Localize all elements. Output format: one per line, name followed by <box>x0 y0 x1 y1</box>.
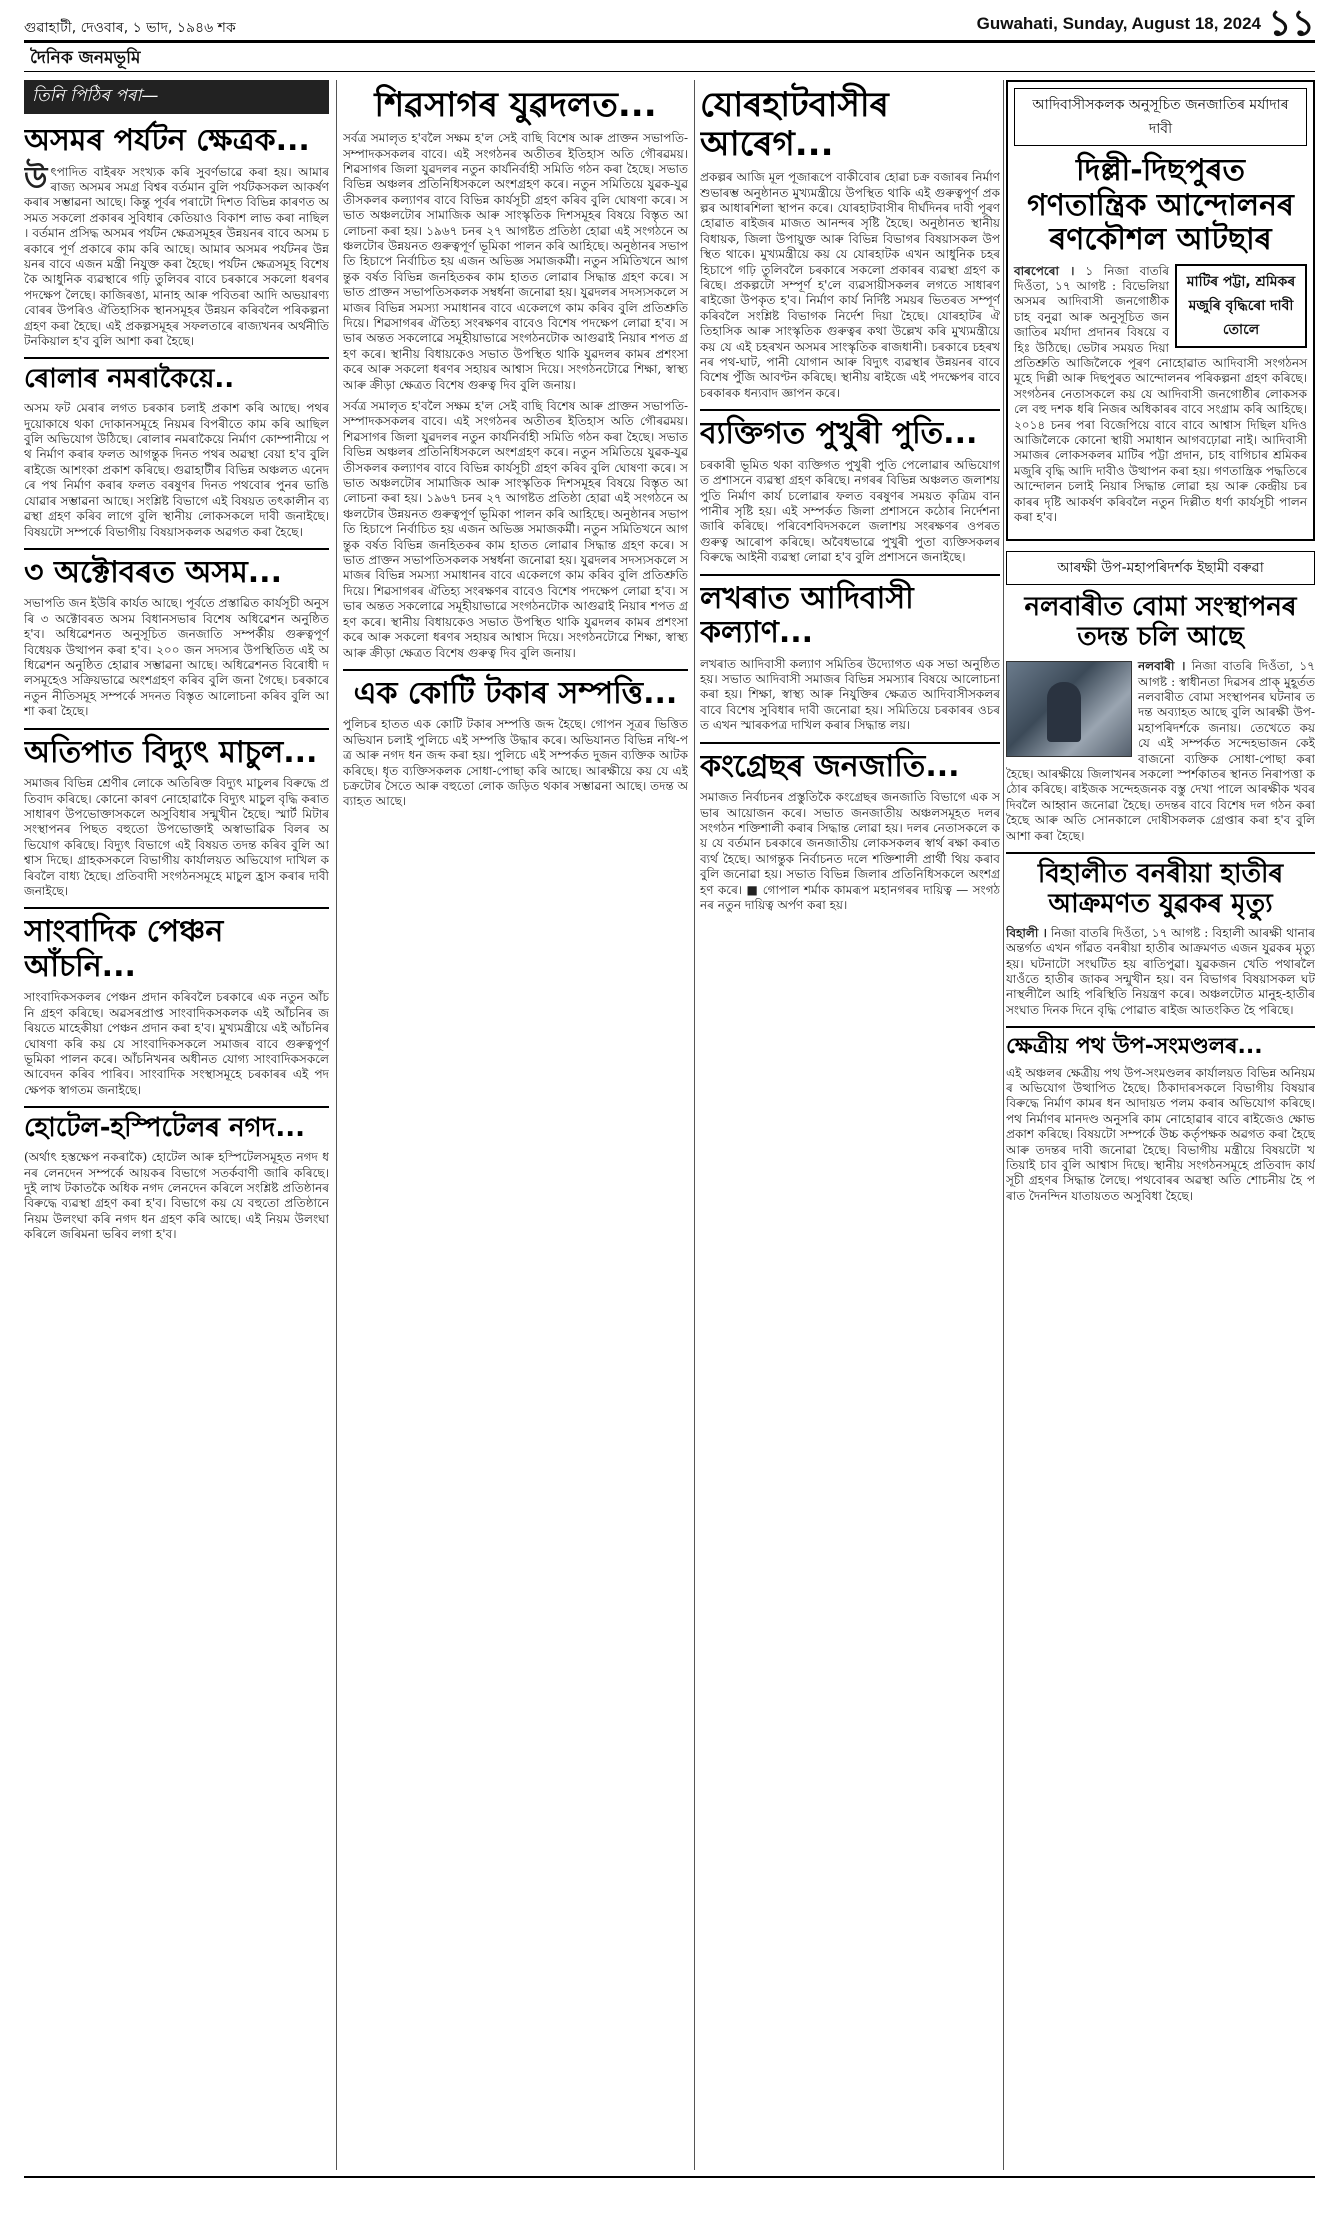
date-right: Guwahati, Sunday, August 18, 2024 <box>976 14 1261 33</box>
headline: ৩ অক্টোবৰত অসম... <box>24 554 282 590</box>
headline: সাংবাদিক পেঞ্চন আঁচনি... <box>24 914 224 984</box>
article-body: পুলিচৰ হাতত এক কোটি টকাৰ সম্পত্তি জব্দ হৈছে। গোপন সূত্ৰৰ ভিত্তিত অভিযান চলাই পুলিচে এই সম্পত্তি উদ্ধাৰ কৰে। অভিযানত বিভিন্ন নথি-পত্ৰ আৰু নগদ ধন জব্দ কৰা হয়। পুলিচে এই সম্পৰ্কত দুজন ব্যক্তিক আটক কৰিছে। ধৃত ব্যক্তিসকলক সোধা-পোছা কৰি আছে। আৰক্ষীয়ে কয় যে এই চক্ৰটোৰ সৈতে আৰু বহুতো লোক জড়িত থকাৰ সম্ভাৱনা আছে। তদন্ত অব্যাহত আছে। <box>343 717 688 809</box>
article-body: সভাপতি জন ইউৰি কাৰ্যত আছে। পূৰ্বতে প্ৰস্তাৱিত কাৰ্যসূচী অনুসৰি ৩ অক্টোবৰত অসম বিধানসভাৰ বিশেষ অধিৱেশন অনুষ্ঠিত হ'ব। অধিৱেশনত অনুসূচিত জনজাতি সম্পৰ্কীয় গুৰুত্বপূৰ্ণ বিধেয়ক উত্থাপন কৰা হ'ব। ২০০ জন সদস্যৰ উপস্থিতিত এই অধিৱেশন অনুষ্ঠিত হোৱাৰ সম্ভাৱনা আছে। অধিৱেশনত বিৰোধী দলসমূহেও সক্ৰিয়ভাৱে অংশগ্ৰহণ কৰিব বুলি জনা গৈছে। চৰকাৰে নতুন নীতিসমূহ সম্পৰ্কে সদনত বিস্তৃত আলোচনা কৰিব বুলি আশা কৰা হৈছে। <box>24 596 329 719</box>
article-body: লখৰাত আদিবাসী কল্যাণ সমিতিৰ উদ্যোগত এক সভা অনুষ্ঠিত হয়। সভাত আদিবাসী সমাজৰ বিভিন্ন সমস্যাৰ বিষয়ে আলোচনা কৰা হয়। শিক্ষা, স্বাস্থ্য আৰু নিযুক্তিৰ ক্ষেত্ৰত আদিবাসীসকলৰ বাবে বিশেষ সুবিধাৰ দাবী জনোৱা হয়। সমিতিয়ে চৰকাৰৰ ওচৰত এখন স্মাৰকপত্ৰ দাখিল কৰাৰ সিদ্ধান্ত লয়। <box>700 656 1000 733</box>
column-divider <box>1003 80 1004 2170</box>
article-body: ১ নিজা বাতৰি দিওঁতা, ১৭ আগষ্ট : বিভেলিয়া অসমৰ আদিবাসী জনগোষ্ঠীক চাহ বনুৱা আৰু অনুসূচিত জনজাতিৰ মৰ্যাদা প্ৰদানৰ বিষয়ে বহিঃ উঠিছে। ভেটাৰ সময়ত দিয়া প্ৰতিশ্ৰুতি আজিলৈকে পূৰণ নোহোৱাত আদিবাসী সংগঠনসমূহে দিল্লী আৰু দিছপুৰত আন্দোলনৰ পৰিকল্পনা গ্ৰহণ কৰিছে। সংগঠনৰ নেতাসকলে কয় যে আদিবাসী জনগোষ্ঠীৰ লোকসকলে বহু দশক ধৰি নিজৰ অধিকাৰৰ বাবে সংগ্ৰাম কৰি আহিছে। ২০১৪ চনৰ পৰা বিজেপিয়ে বাবে বাবে আশ্বাস দিছিল যদিও আজিলৈকে কোনো স্থায়ী সমাধান আগবঢ়োৱা নাই। আদিবাসী সমাজৰ লোকসকলৰ মাটিৰ পট্টা প্ৰদান, চাহ বাগিচাৰ শ্ৰমিকৰ মজুৰি বৃদ্ধি আদি দাবীও উত্থাপন কৰা হয়। গণতান্ত্ৰিক পদ্ধতিৰে আন্দোলন চলাই নিয়াৰ সিদ্ধান্ত লোৱা হয় আৰু কেন্দ্ৰীয় চৰকাৰৰ দৃষ্টি আকৰ্ষণ কৰিবলৈ নতুন দিল্লীত ধৰ্ণা কাৰ্যসূচী পালন কৰা হ'ব। <box>1014 263 1307 524</box>
lead-story-box <box>1006 80 1315 541</box>
news-photo <box>1006 661 1132 757</box>
kicker: আদিবাসীসকলক অনুসূচিত জনজাতিৰ মৰ্যাদাৰ দাবী <box>1014 88 1307 146</box>
article-body: সাংবাদিকসকলৰ পেঞ্চন প্ৰদান কৰিবলৈ চৰকাৰে এক নতুন আঁচনি গ্ৰহণ কৰিছে। অৱসৰপ্ৰাপ্ত সাংবাদিকসকলক এই আঁচনিৰ জৰিয়তে মাহেকীয়া পেঞ্চন প্ৰদান কৰা হ'ব। মুখ্যমন্ত্ৰীয়ে এই আঁচনিৰ ঘোষণা কৰি কয় যে সাংবাদিকসকলে সমাজৰ বাবে গুৰুত্বপূৰ্ণ ভূমিকা পালন কৰে। আঁচনিখনৰ অধীনত যোগ্য সাংবাদিকসকলে আবেদন কৰিব পাৰিব। সাংবাদিক সংস্থাসমূহে চৰকাৰৰ এই পদক্ষেপক স্বাগতম জনাইছে। <box>24 990 329 1097</box>
headline: ৰোলাৰ নমৰাকৈয়ে.. <box>24 364 235 395</box>
page-number: ১১ <box>1268 3 1315 44</box>
divider <box>700 574 1000 576</box>
divider <box>700 409 1000 411</box>
inset-box: মাটিৰ পট্টা, শ্ৰমিকৰ মজুৰি বৃদ্ধিৰো দাবী তোলে <box>1175 264 1307 348</box>
masthead-bar <box>24 40 1315 72</box>
headline: এক কোটি টকাৰ সম্পত্তি... <box>353 675 678 711</box>
divider <box>24 357 329 359</box>
headline: হোটেল-হস্পিটেলৰ নগদ... <box>24 1113 305 1144</box>
headline: লখৰাত আদিবাসী কল্যাণ... <box>700 580 914 651</box>
article-body: সমাজৰ বিভিন্ন শ্ৰেণীৰ লোকে অতিৰিক্ত বিদ্যুৎ মাচুলৰ বিৰুদ্ধে প্ৰতিবাদ কৰিছে। কোনো কাৰণ নোহোৱাকৈ বিদ্যুৎ মাচুল বৃদ্ধি কৰাত সাধাৰণ উপভোক্তাসকলে অসুবিধাৰ সন্মুখীন হৈছে। স্মাৰ্ট মিটাৰ সংস্থাপনৰ পিছত বহুতো উপভোক্তাই অস্বাভাৱিক বিলৰ অভিযোগ কৰিছে। বিদ্যুৎ বিভাগে এই বিষয়ত তদন্ত কৰিব বুলি আশ্বাস দিছে। গ্ৰাহকসকলে বিভাগীয় কাৰ্যালয়ত অভিযোগ দাখিল কৰিবলৈ বাধ্য হৈছে। প্ৰতিবাদী সংগঠনসমূহে মাচুল হ্ৰাস কৰাৰ দাবী জনাইছে। <box>24 776 329 899</box>
article-body: (অৰ্থাৎ হস্তক্ষেপ নকৰাকৈ) হোটেল আৰু হস্পিটেলসমূহত নগদ ধনৰ লেনদেন সম্পৰ্কে আয়কৰ বিভাগে সতৰ্কবাণী জাৰি কৰিছে। দুই লাখ টকাতকৈ অধিক নগদ লেনদেন কৰিলে সংশ্লিষ্ট প্ৰতিষ্ঠানৰ বিৰুদ্ধে ব্যৱস্থা গ্ৰহণ কৰা হ'ব। বিভাগে কয় যে বহুতো প্ৰতিষ্ঠানে নিয়ম উলংঘা কৰি নগদ ধন গ্ৰহণ কৰি আছে। এই নিয়ম উলংঘা কৰিলে জৰিমনা ভৰিব লগা হ'ব। <box>24 1150 329 1242</box>
headline: বিহালীত বনৰীয়া হাতীৰ আক্ৰমণত যুৱকৰ মৃত্যু <box>1037 859 1284 919</box>
article-body: অসম ফট মেৰাৰ লগত চৰকাৰ চলাই প্ৰকাশ কৰি আছে। পথৰ দুয়োকাষে থকা দোকানসমূহে নিয়মৰ বিপৰীতে কাম কৰি আছিল বুলি অভিযোগ উঠিছে। ৰোলাৰ নমৰাকৈয়ে নিৰ্মাণ কোম্পানীয়ে পথ নিৰ্মাণ কৰাৰ ফলত আগন্তুক দিনত পথৰ অৱস্থা বেয়া হ'ব বুলি ৰাইজে আশংকা প্ৰকাশ কৰিছে। গুৱাহাটীৰ বিভিন্ন অঞ্চলত এনেদৰে পথ নিৰ্মাণ কৰাৰ ফলত বৰষুণৰ দিনত পথবোৰ পুনৰ ভাঙি যোৱাৰ সম্ভাৱনা আছে। সংশ্লিষ্ট বিভাগে এই বিষয়ত তৎকালীন ব্যৱস্থা গ্ৰহণ কৰিব লাগে বুলি স্থানীয় লোকসকলে দাবী জনাইছে। বিষয়টো সম্পৰ্কে বিভাগীয় বিষয়াসকলক অৱগত কৰা হৈছে। <box>24 401 329 539</box>
divider <box>700 742 1000 744</box>
headline: অসমৰ পৰ্যটন ক্ষেত্ৰক... <box>24 123 310 158</box>
column-2 <box>343 80 688 2170</box>
column-4 <box>1006 80 1315 2170</box>
headline: নলবাৰীত বোমা সংস্থাপনৰ তদন্ত চলি আছে <box>1024 592 1297 653</box>
divider <box>24 907 329 909</box>
column-3 <box>700 80 1000 2170</box>
masthead <box>24 3 1315 44</box>
article-body: নিজা বাতৰি দিওঁতা, ১৭ আগষ্ট : বিহালী আৰক্ষী থানাৰ অন্তৰ্গত এখন গাঁৱত বনৰীয়া হাতীৰ আক্ৰমণত এজন যুৱকৰ মৃত্যু হয়। ঘটনাটো সংঘটিত হয় ৰাতিপুৱা। যুৱকজন খেতি পথাৰলৈ যাওঁতে হাতীৰ জাকৰ সন্মুখীন হয়। বন বিভাগৰ বিষয়াসকল ঘটনাস্থলীলৈ আহি পৰিস্থিতি নিয়ন্ত্ৰণ কৰে। অঞ্চলটোত মানুহ-হাতীৰ সংঘাত দিনক দিনে বৃদ্ধি পোৱাত ৰাইজ আতংকিত হৈ পৰিছে। <box>1006 925 1315 1017</box>
divider <box>343 669 688 671</box>
divider <box>24 728 329 730</box>
article-body: সমাজত নিৰ্বাচনৰ প্ৰস্তুতিকৈ কংগ্ৰেছৰ জনজাতি বিভাগে এক সভাৰ আয়োজন কৰে। সভাত জনজাতীয় অঞ্চলসমূহত দলৰ সংগঠন শক্তিশালী কৰাৰ সিদ্ধান্ত লোৱা হয়। দলৰ নেতাসকলে কয় যে বৰ্তমান চৰকাৰে জনজাতীয় লোকসকলৰ স্বাৰ্থ ৰক্ষা কৰাত ব্যৰ্থ হৈছে। আগন্তুক নিৰ্বাচনত দলে শক্তিশালী প্ৰাৰ্থী থিয় কৰাব বুলি জনোৱা হয়। সভাত বিভিন্ন জিলাৰ প্ৰতিনিধিসকলে অংশগ্ৰহণ কৰে। ■ গোপাল শৰ্মাক কামৰূপ মহানগৰৰ দায়িত্ব — সংগঠনৰ নতুন দায়িত্ব অৰ্পণ কৰা হয়। <box>700 790 1000 912</box>
article-body: চৰকাৰী ভূমিত থকা ব্যক্তিগত পুখুৰী পুতি পেলোৱাৰ অভিযোগত প্ৰশাসনে ব্যৱস্থা গ্ৰহণ কৰিছে। নগৰৰ বিভিন্ন অঞ্চলত জলাশয় পুতি নিৰ্মাণ কাৰ্য চলোৱাৰ ফলত বৰষুণৰ সময়ত কৃত্ৰিম বানপানীৰ সৃষ্টি হয়। এই সম্পৰ্কত জিলা প্ৰশাসনে কঠোৰ নিৰ্দেশনা জাৰি কৰিছে। পৰিবেশবিদসকলে জলাশয় সংৰক্ষণৰ ওপৰত গুৰুত্ব আৰোপ কৰিছে। অবৈধভাৱে পুখুৰী পুতা ব্যক্তিসকলৰ বিৰুদ্ধে আইনী ব্যৱস্থা লোৱা হ'ব বুলি প্ৰশাসনে জনাইছে। <box>700 457 1000 565</box>
article-body: নিজা বাতৰি দিওঁতা, ১৭ আগষ্ট : স্বাধীনতা দিৱসৰ প্ৰাক্ মুহূৰ্তত নলবাৰীত বোমা সংস্থাপনৰ ঘটনাৰ তদন্ত অব্যাহত আছে বুলি আৰক্ষী উপ-মহাপৰিদৰ্শকে জনায়। তেখেতে কয় যে এই সম্পৰ্কত সন্দেহভাজন কেইবাজনো ব্যক্তিক সোধা-পোছা কৰা হৈছে। আৰক্ষীয়ে জিলাখনৰ সকলো স্পৰ্শকাতৰ স্থানত নিৰাপত্তা কঠোৰ কৰিছে। ৰাইজক সন্দেহজনক বস্তু দেখা পালে আৰক্ষীক খবৰ দিবলৈ আহ্বান জনোৱা হৈছে। তদন্তৰ বাবে বিশেষ দল গঠন কৰা হৈছে আৰু অতি সোনকালে দোষীসকলক গ্ৰেপ্তাৰ কৰা হ'ব বুলি আশা কৰা হৈছে। <box>1006 659 1315 843</box>
divider <box>1006 1026 1315 1028</box>
article-body: এই অঞ্চলৰ ক্ষেত্ৰীয় পথ উপ-সংমণ্ডলৰ কাৰ্যালয়ত বিভিন্ন অনিয়মৰ অভিযোগ উত্থাপিত হৈছে। ঠিকাদাৰসকলে বিভাগীয় বিষয়াৰ বিৰুদ্ধে নিৰ্মাণ কামৰ ধন আদায়ত পলম কৰাৰ অভিযোগ কৰিছে। পথ নিৰ্মাণৰ মানদণ্ড অনুসৰি কাম নোহোৱাৰ বাবে ৰাইজেও ক্ষোভ প্ৰকাশ কৰিছে। বিষয়টো সম্পৰ্কে উচ্চ কৰ্তৃপক্ষক অৱগত কৰা হৈছে আৰু তদন্তৰ দাবী জনোৱা হৈছে। বিভাগীয় মন্ত্ৰীয়ে বিষয়টো খতিয়াই চাব বুলি আশ্বাস দিছে। স্থানীয় সংগঠনসমূহে প্ৰতিবাদ কাৰ্যসূচী গ্ৰহণৰ সিদ্ধান্ত লৈছে। পথবোৰৰ অৱস্থা অতি শোচনীয় হৈ পৰাত দৈনন্দিন যাতায়তত অসুবিধা হৈছে। <box>1006 1065 1315 1203</box>
article-body: প্ৰকল্পৰ আজি মূল পূজাৰূপে বাকীবোৰ হোৱা চক্ৰ বজাৰৰ নিৰ্মাণ শুভাৰম্ভ অনুষ্ঠানত মুখ্যমন্ত্ৰীয়ে উপস্থিত থাকি এই গুৰুত্বপূৰ্ণ প্ৰকল্পৰ আধাৰশিলা স্থাপন কৰে। যোৰহাটবাসীৰ দীৰ্ঘদিনৰ দাবী পূৰণ হোৱাত ৰাইজৰ মাজত আনন্দৰ সৃষ্টি হৈছে। অনুষ্ঠানত স্থানীয় বিধায়ক, জিলা উপায়ুক্ত আৰু বিভিন্ন বিভাগৰ বিষয়াসকল উপস্থিত থাকে। মুখ্যমন্ত্ৰীয়ে কয় যে যোৰহাটক এখন আধুনিক চহৰ হিচাপে গঢ়ি তুলিবলৈ চৰকাৰে সকলো প্ৰকাৰৰ ব্যৱস্থা গ্ৰহণ কৰিছে। প্ৰকল্পটো সম্পূৰ্ণ হ'লে ব্যৱসায়ীসকলৰ লগতে সাধাৰণ ৰাইজো উপকৃত হ'ব। নিৰ্মাণ কাৰ্য নিৰ্দিষ্ট সময়ৰ ভিতৰত সম্পূৰ্ণ কৰিবলৈ সংশ্লিষ্ট বিভাগক নিৰ্দেশ দিয়া হৈছে। যোৰহাটৰ ঐতিহাসিক আৰু সাংস্কৃতিক গুৰুত্বৰ কথা উল্লেখ কৰি মুখ্যমন্ত্ৰীয়ে কয় যে এই চহৰখন অসমৰ সাংস্কৃতিক ৰাজধানী। চৰকাৰে চহৰখনৰ পথ-ঘাট, পানী যোগান আৰু বিদ্যুৎ ব্যৱস্থাৰ উন্নয়নৰ বাবে বিশেষ পুঁজি আবণ্টন কৰিছে। স্থানীয় ৰাইজে এই পদক্ষেপৰ বাবে চৰকাৰক ধন্যবাদ জ্ঞাপন কৰে। <box>700 170 1000 400</box>
article-body: উৎপাদিত বাইৰফ সংখ্যক কৰি সুবৰ্ণভাৱে কৰা হয়। আমাৰ ৰাজ্য অসমৰ সমগ্ৰ বিশ্বৰ বৰ্তমান বুলি পৰ্যটকসকল আকৰ্ষণ কৰাৰ সম্ভাৱনা আছে। কিন্তু পূৰ্বৰ পৰাটো দিশত বিভিন্ন কাৰণত অসমত সকলো প্ৰকাৰৰ সুবিধাৰ কেতিয়াও বিকাশ লাভ কৰা নাছিল। বৰ্তমান প্ৰসিদ্ধ অসমৰ পৰ্যটন ক্ষেত্ৰসমূহৰ উন্নয়নৰ বাবে অসম চৰকাৰে পূৰ্ণ প্ৰকাৰে কাম কৰি আছে। আমাৰ অসমৰ পৰ্যটনৰ উন্নয়নৰ বাবে এজন মন্ত্ৰী নিযুক্ত কৰা হৈছে। পৰ্যটন ক্ষেত্ৰসমূহ বিশেষকৈ আধুনিক ব্যৱস্থাৰে গঢ়ি তুলিবৰ বাবে চৰকাৰে সকলো ধৰণৰ পদক্ষেপ লৈছে। কাজিৰঙা, মানাহ আৰু পবিতৰা আদি অভয়াৰণ্যবোৰৰ উপৰিও ঐতিহাসিক স্থানসমূহৰ উন্নয়ন কৰিবলৈ পৰিকল্পনা গ্ৰহণ কৰা হৈছে। এই প্ৰকল্পসমূহৰ সফলতাৰে ৰাজ্যখনৰ অৰ্থনীতি টনকিয়াল হ'ব বুলি আশা কৰা হৈছে। <box>24 160 329 348</box>
divider <box>24 548 329 550</box>
divider <box>24 1106 329 1108</box>
headline: ক্ষেত্ৰীয় পথ উপ-সংমণ্ডলৰ... <box>1006 1034 1263 1060</box>
column-1 <box>24 80 329 2170</box>
footer-rule <box>24 2176 1315 2178</box>
headline: দিল্লী-দিছপুৰত গণতান্ত্ৰিক আন্দোলনৰ ৰণকৌশল আটছাৰ <box>1027 153 1294 257</box>
column-divider <box>336 80 337 2170</box>
byline: নলবাৰী । <box>1138 659 1186 674</box>
article-body: সৰ্বত্ৰ সমালৃত হ'বলৈ সক্ষম হ'ল সেই বাছি বিশেষ আৰু প্ৰাক্তন সভাপতি-সম্পাদকসকলৰ বাবে। এই সংগঠনৰ অতীতৰ ইতিহাস অতি গৌৰৱময়। শিৱসাগৰ জিলা যুৱদলৰ নতুন কাৰ্যনিৰ্বাহী সমিতি গঠন কৰা হৈছে। সভাত বিভিন্ন অঞ্চলৰ প্ৰতিনিধিসকলে অংশগ্ৰহণ কৰে। নতুন সমিতিয়ে যুৱক-যুৱতীসকলৰ কল্যাণৰ বাবে বিভিন্ন কাৰ্যসূচী গ্ৰহণ কৰিব বুলি ঘোষণা কৰে। সভাত অঞ্চলটোৰ সামাজিক আৰু সাংস্কৃতিক দিশসমূহৰ বিষয়ে বিস্তৃত আলোচনা কৰা হয়। ১৯৬৭ চনৰ ২৭ আগষ্টত প্ৰতিষ্ঠা হোৱা এই সংগঠনে অঞ্চলটোৰ উন্নয়নত গুৰুত্বপূৰ্ণ ভূমিকা পালন কৰি আহিছে। অনুষ্ঠানৰ সভাপতি হিচাপে নিৰ্বাচিত হয় এজন অভিজ্ঞ সমাজকৰ্মী। নতুন সমিতিখনে আগন্তুক বৰ্ষত বিভিন্ন জনহিতকৰ কাম হাতত লোৱাৰ সিদ্ধান্ত গ্ৰহণ কৰে। সভাত প্ৰাক্তন সভাপতিসকলক সম্বৰ্ধনা জনোৱা হয়। যুৱদলৰ সদস্যসকলে সমাজৰ বিভিন্ন সমস্যা সমাধানৰ বাবে একেলগে কাম কৰিব বুলি প্ৰতিশ্ৰুতি দিয়ে। শিৱসাগৰৰ ঐতিহ্য সংৰক্ষণৰ বাবেও বিশেষ পদক্ষেপ লোৱা হ'ব। সভাৰ অন্তত সকলোৱে সমূহীয়াভাৱে সংগঠনটোক আগুৱাই নিয়াৰ শপত গ্ৰহণ কৰে। স্থানীয় বিধায়কেও সভাত উপস্থিত থাকি যুৱদলৰ কামৰ প্ৰশংসা কৰে আৰু সকলো ধৰণৰ সহায়ৰ আশ্বাস দিয়ে। সংগঠনটোৱে শিক্ষা, স্বাস্থ্য আৰু ক্ৰীড়া ক্ষেত্ৰত বিশেষ গুৰুত্ব দিব বুলি জনায়। <box>343 131 688 392</box>
headline: শিৱসাগৰ যুৱদলত... <box>374 85 657 125</box>
date-left: গুৱাহাটী, দেওবাৰ, ১ ভাদ, ১৯৪৬ শক <box>24 20 236 36</box>
headline: যোৰহাটবাসীৰ আৰেগ... <box>700 85 889 165</box>
divider <box>1006 852 1315 854</box>
kicker: আৰক্ষী উপ-মহাপৰিদৰ্শক ইছামী বৰুৱা <box>1006 551 1315 585</box>
byline: বিহালী । <box>1006 925 1047 940</box>
article-body-continued: সৰ্বত্ৰ সমালৃত হ'বলৈ সক্ষম হ'ল সেই বাছি বিশেষ আৰু প্ৰাক্তন সভাপতি-সম্পাদকসকলৰ বাবে। এই সংগঠনৰ অতীতৰ ইতিহাস অতি গৌৰৱময়। শিৱসাগৰ জিলা যুৱদলৰ নতুন কাৰ্যনিৰ্বাহী সমিতি গঠন কৰা হৈছে। সভাত বিভিন্ন অঞ্চলৰ প্ৰতিনিধিসকলে অংশগ্ৰহণ কৰে। নতুন সমিতিয়ে যুৱক-যুৱতীসকলৰ কল্যাণৰ বাবে বিভিন্ন কাৰ্যসূচী গ্ৰহণ কৰিব বুলি ঘোষণা কৰে। সভাত অঞ্চলটোৰ সামাজিক আৰু সাংস্কৃতিক দিশসমূহৰ বিষয়ে বিস্তৃত আলোচনা কৰা হয়। ১৯৬৭ চনৰ ২৭ আগষ্টত প্ৰতিষ্ঠা হোৱা এই সংগঠনে অঞ্চলটোৰ উন্নয়নত গুৰুত্বপূৰ্ণ ভূমিকা পালন কৰি আহিছে। অনুষ্ঠানৰ সভাপতি হিচাপে নিৰ্বাচিত হয় এজন অভিজ্ঞ সমাজকৰ্মী। নতুন সমিতিখনে আগন্তুক বৰ্ষত বিভিন্ন জনহিতকৰ কাম হাতত লোৱাৰ সিদ্ধান্ত গ্ৰহণ কৰে। সভাত প্ৰাক্তন সভাপতিসকলক সম্বৰ্ধনা জনোৱা হয়। যুৱদলৰ সদস্যসকলে সমাজৰ বিভিন্ন সমস্যা সমাধানৰ বাবে একেলগে কাম কৰিব বুলি প্ৰতিশ্ৰুতি দিয়ে। শিৱসাগৰৰ ঐতিহ্য সংৰক্ষণৰ বাবেও বিশেষ পদক্ষেপ লোৱা হ'ব। সভাৰ অন্তত সকলোৱে সমূহীয়াভাৱে সংগঠনটোক আগুৱাই নিয়াৰ শপত গ্ৰহণ কৰে। স্থানীয় বিধায়কেও সভাত উপস্থিত থাকি যুৱদলৰ কামৰ প্ৰশংসা কৰে আৰু সকলো ধৰণৰ সহায়ৰ আশ্বাস দিয়ে। সংগঠনটোৱে শিক্ষা, স্বাস্থ্য আৰু ক্ৰীড়া ক্ষেত্ৰত বিশেষ গুৰুত্ব দিব বুলি জনায়। <box>343 399 688 660</box>
headline: কংগ্ৰেছৰ জনজাতি... <box>700 748 960 784</box>
byline: বাৰপেৰো । <box>1014 263 1075 278</box>
headline: অতিপাত বিদ্যুৎ মাচুল... <box>24 734 318 770</box>
paper-name: দৈনিক জনমভূমি <box>30 48 141 68</box>
column-divider <box>694 80 695 2170</box>
headline: ব্যক্তিগত পুখুৰী পুতি... <box>700 416 978 452</box>
section-label: তিনি পিঠিৰ পৰা— <box>24 80 329 114</box>
